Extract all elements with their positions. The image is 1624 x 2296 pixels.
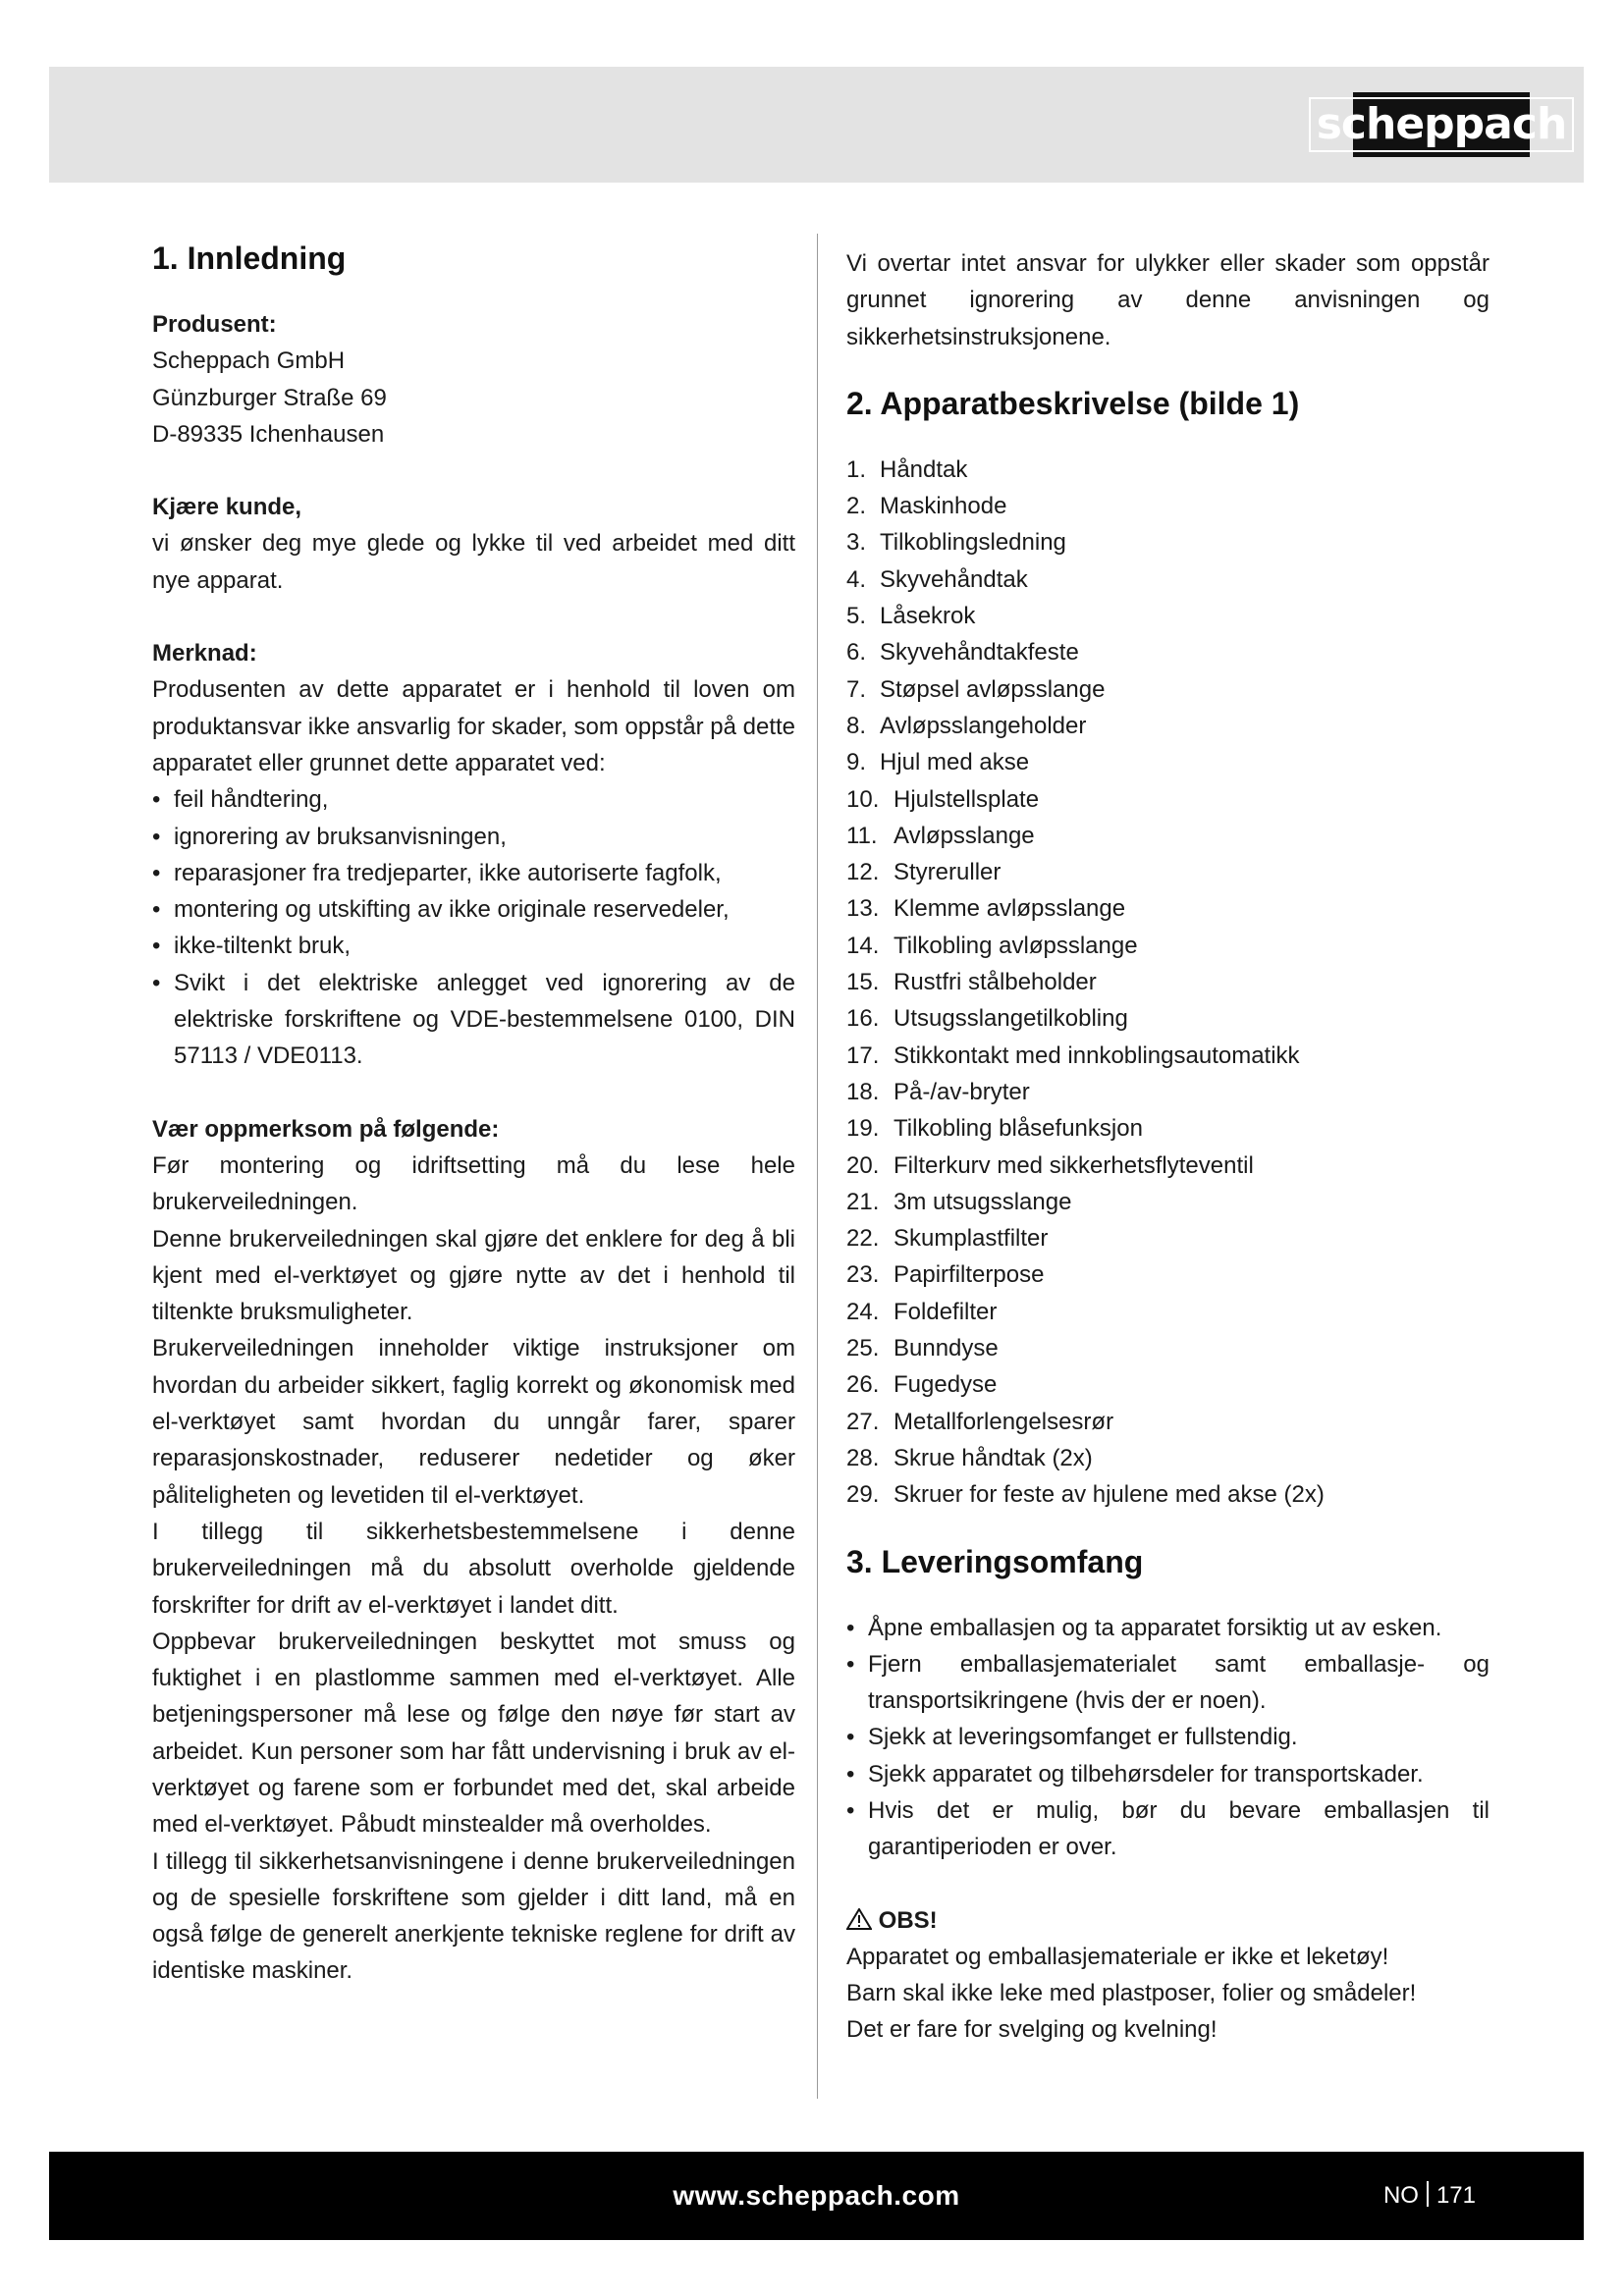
liability-text: Vi overtar intet ansvar for ulykker eller skader som oppstår grunnet ignorering av denne anvisningen og sikkerhetsinstruksjonene. <box>846 250 1489 350</box>
list-item: 29. Skruer for feste av hjulene med akse (2x) <box>846 1481 1325 1509</box>
header-band <box>49 67 1584 183</box>
website-link[interactable]: www.scheppach.com <box>673 2180 960 2211</box>
left-column <box>152 236 795 1990</box>
list-item: 27. Metallforlengelsesrør <box>846 1408 1114 1435</box>
list-item: 4. Skyvehåndtak <box>846 565 1028 593</box>
language-code: NO <box>1382 2182 1419 2209</box>
section-2-title: 2. Apparatbeskrivelse (bilde 1) <box>846 385 1300 421</box>
list-item: 21. 3m utsugsslange <box>846 1188 1072 1215</box>
attention-label: Vær oppmerksom på følgende: <box>152 1115 500 1143</box>
list-item: 1. Håndtak <box>846 455 968 483</box>
attention-paragraph: Oppbevar brukerveiledningen beskyttet mot smuss og fuktighet i en plastlomme sammen med el-verktøyet. Alle betjeningspersoner må lese og følge den nøye før start av arbeidet. Kun personer som har fått undervisning i bruk av el-verktøyet og farene som er forbundet med det, skal arbeide med el-verktøyet. Påbudt minstealder må overholdes. <box>152 1628 795 1839</box>
list-item: • Sjekk at leveringsomfanget er fullstendig. <box>846 1724 1298 1751</box>
list-item: • feil håndtering, <box>152 786 329 814</box>
list-item: • ignorering av bruksanvisningen, <box>152 823 507 850</box>
list-item: 2. Maskinhode <box>846 493 1007 520</box>
right-column <box>846 236 1489 2049</box>
footer-band <box>49 2152 1584 2240</box>
brand-logo <box>1316 92 1567 157</box>
list-item: 20. Filterkurv med sikkerhetsflyteventil <box>846 1151 1254 1179</box>
page-number-value: 171 <box>1435 2182 1476 2209</box>
manufacturer-line: D-89335 Ichenhausen <box>152 420 385 448</box>
list-item: 19. Tilkobling blåsefunksjon <box>846 1115 1143 1143</box>
list-item: 25. Bunndyse <box>846 1335 999 1362</box>
list-item: • montering og utskifting av ikke originale reservedeler, <box>152 896 730 924</box>
list-item: 26. Fugedyse <box>846 1371 998 1399</box>
list-item: • reparasjoner fra tredjeparter, ikke autoriserte fagfolk, <box>152 859 722 886</box>
list-item: 3. Tilkoblingsledning <box>846 529 1066 557</box>
attention-paragraph: Denne brukerveiledningen skal gjøre det enklere for deg å bli kjent med el-verktøyet og gjøre nytte av det i henhold til tiltenkte bruksmuligheter. <box>152 1225 795 1326</box>
note-text: Produsenten av dette apparatet er i henhold til loven om produktansvar ikke ansvarlig for skader, som oppstår på dette apparatet eller grunnet dette apparatet ved: <box>152 676 796 776</box>
list-item: 23. Papirfilterpose <box>846 1261 1045 1289</box>
page-number <box>1383 2152 1476 2240</box>
obs-label: OBS! <box>878 1906 938 1934</box>
list-item: 28. Skrue håndtak (2x) <box>846 1444 1093 1471</box>
list-item: 22. Skumplastfilter <box>846 1225 1049 1253</box>
list-item: • Åpne emballasjen og ta apparatet forsiktig ut av esken. <box>846 1614 1442 1641</box>
obs-line: Apparatet og emballasjemateriale er ikke et leketøy! <box>846 1943 1389 1970</box>
brand-logo-text: scheppach <box>1309 97 1575 152</box>
list-item: 6. Skyvehåndtakfeste <box>846 639 1079 667</box>
obs-line: Det er fare for svelging og kvelning! <box>846 2016 1218 2044</box>
list-item: • ikke-tiltenkt bruk, <box>152 933 352 960</box>
column-divider <box>817 234 818 2099</box>
list-item: 10. Hjulstellsplate <box>846 785 1040 813</box>
dear-customer-text: vi ønsker deg mye glede og lykke til ved arbeidet med ditt nye apparat. <box>152 530 795 594</box>
list-item: 8. Avløpsslangeholder <box>846 712 1087 739</box>
list-item: 5. Låsekrok <box>846 603 976 630</box>
list-item: 9. Hjul med akse <box>846 749 1030 776</box>
dear-customer-label: Kjære kunde, <box>152 494 302 521</box>
list-item: • Sjekk apparatet og tilbehørsdeler for transportskader. <box>846 1760 1424 1788</box>
obs-heading <box>846 1902 1489 1939</box>
list-item: 24. Foldefilter <box>846 1298 998 1325</box>
list-item: 7. Støpsel avløpsslange <box>846 675 1106 703</box>
list-item: • Svikt i det elektriske anlegget ved ignorering av de elektriske forskriftene og VDE-bestemmelsene 0100, DIN 57113 / VDE0113. <box>152 969 795 1070</box>
list-item: 18. På-/av-bryter <box>846 1078 1030 1105</box>
obs-line: Barn skal ikke leke med plastposer, folier og smådeler! <box>846 1980 1417 2007</box>
parts-list <box>846 452 1489 1514</box>
section-1-title: 1. Innledning <box>152 240 347 276</box>
list-item: 16. Utsugsslangetilkobling <box>846 1005 1128 1033</box>
manufacturer-label: Produsent: <box>152 311 277 338</box>
list-item: 14. Tilkobling avløpsslange <box>846 932 1138 959</box>
list-item: • Fjern emballasjematerialet samt emballasje- og transportsikringene (hvis der er noen). <box>846 1650 1489 1715</box>
section-3-title: 3. Leveringsomfang <box>846 1543 1144 1579</box>
delivery-bullet-list <box>846 1610 1489 1866</box>
attention-paragraph: I tillegg til sikkerhetsanvisningene i denne brukerveiledningen og de spesielle forskriftene som gjelder i ditt land, må en også følge de generelt anerkjente tekniske reglene for drift av identiske maskiner. <box>152 1847 795 1985</box>
attention-paragraph: Før montering og idriftsetting må du lese hele brukerveiledningen. <box>152 1151 795 1216</box>
warning-triangle-icon <box>846 1908 872 1930</box>
note-bullet-list <box>152 781 795 1074</box>
manufacturer-line: Scheppach GmbH <box>152 347 346 375</box>
note-label: Merknad: <box>152 640 257 667</box>
attention-paragraph: Brukerveiledningen inneholder viktige instruksjoner om hvordan du arbeider sikkert, faglig korrekt og økonomisk med el-verktøyet samt hvordan du unngår farer, sparer reparasjonskostnader, reduserer nedetider og øker påliteligheten og levetiden til el-verktøyet. <box>152 1335 795 1509</box>
list-item: • Hvis det er mulig, bør du bevare emballasjen til garantiperioden er over. <box>846 1796 1489 1861</box>
list-item: 15. Rustfri stålbeholder <box>846 969 1097 996</box>
list-item: 12. Styreruller <box>846 859 1001 886</box>
list-item: 13. Klemme avløpsslange <box>846 895 1126 923</box>
list-item: 17. Stikkontakt med innkoblingsautomatikk <box>846 1041 1300 1069</box>
list-item: 11. Avløpsslange <box>846 822 1035 849</box>
manufacturer-line: Günzburger Straße 69 <box>152 384 387 411</box>
attention-paragraph: I tillegg til sikkerhetsbestemmelsene i denne brukerveiledningen må du absolutt overholde gjeldende forskrifter for drift av el-verktøyet i landet ditt. <box>152 1518 795 1619</box>
